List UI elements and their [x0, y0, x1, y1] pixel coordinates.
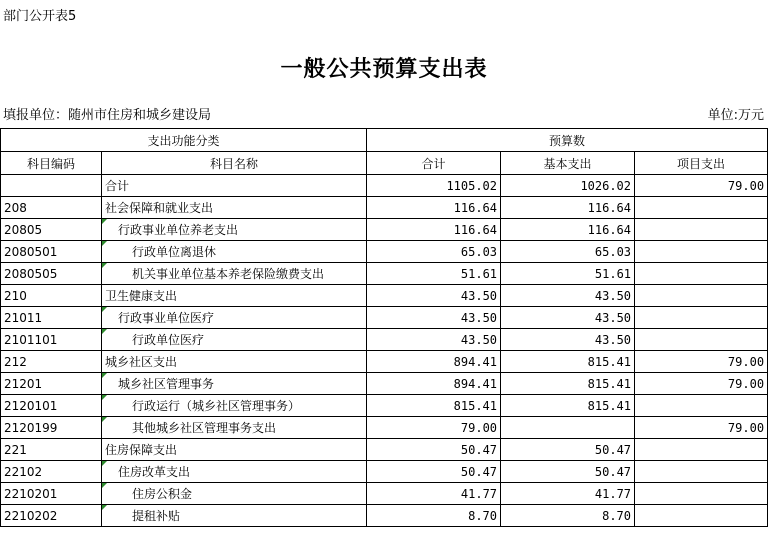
row-basic: 50.47: [501, 439, 635, 461]
row-basic: 8.70: [501, 505, 635, 527]
row-project: [635, 285, 768, 307]
row-name: 卫生健康支出: [102, 285, 367, 307]
row-basic: 50.47: [501, 461, 635, 483]
row-basic: 1026.02: [501, 175, 635, 197]
table-row: [1, 505, 768, 527]
row-code: 20805: [1, 219, 102, 241]
budget-table: [0, 128, 768, 527]
row-project: [635, 219, 768, 241]
row-code: 2080501: [1, 241, 102, 263]
header-code: 科目编码: [1, 152, 102, 175]
row-total: 1105.02: [367, 175, 501, 197]
row-code: 2101101: [1, 329, 102, 351]
row-code: 2080505: [1, 263, 102, 285]
row-name: 住房公积金: [102, 483, 367, 505]
row-project: [635, 307, 768, 329]
reporting-unit: 填报单位：随州市住房和城乡建设局: [3, 108, 212, 123]
row-code: 2210201: [1, 483, 102, 505]
row-project: [635, 483, 768, 505]
row-project: 79.00: [635, 175, 768, 197]
row-total: 894.41: [367, 373, 501, 395]
row-name: 其他城乡社区管理事务支出: [102, 417, 367, 439]
header-total: 合计: [367, 152, 501, 175]
row-project: [635, 505, 768, 527]
row-project: 79.00: [635, 373, 768, 395]
table-row: [1, 219, 768, 241]
table-row: [1, 241, 768, 263]
row-project: [635, 241, 768, 263]
table-row: [1, 329, 768, 351]
page-title: 一般公共预算支出表: [280, 57, 488, 82]
row-total: 43.50: [367, 329, 501, 351]
row-name: 住房保障支出: [102, 439, 367, 461]
table-row: [1, 417, 768, 439]
table-row: [1, 307, 768, 329]
row-project: 79.00: [635, 417, 768, 439]
table-row: [1, 483, 768, 505]
header-row-columns: [1, 152, 768, 175]
row-basic: 815.41: [501, 351, 635, 373]
header-budget: 预算数: [367, 129, 768, 152]
table-row: [1, 197, 768, 219]
row-project: [635, 197, 768, 219]
header-row-group: [1, 129, 768, 152]
row-code: 21011: [1, 307, 102, 329]
row-name: 城乡社区管理事务: [102, 373, 367, 395]
row-total: 50.47: [367, 461, 501, 483]
row-project: [635, 263, 768, 285]
row-total: 50.47: [367, 439, 501, 461]
row-code: [1, 175, 102, 197]
row-basic: 815.41: [501, 395, 635, 417]
row-code: 221: [1, 439, 102, 461]
row-code: 22102: [1, 461, 102, 483]
table-row: [1, 175, 768, 197]
row-total: 815.41: [367, 395, 501, 417]
row-total: 894.41: [367, 351, 501, 373]
table-row: [1, 439, 768, 461]
row-basic: 815.41: [501, 373, 635, 395]
row-total: 43.50: [367, 307, 501, 329]
row-total: 79.00: [367, 417, 501, 439]
row-name: 住房改革支出: [102, 461, 367, 483]
header-project: 项目支出: [635, 152, 768, 175]
row-basic: 41.77: [501, 483, 635, 505]
row-code: 212: [1, 351, 102, 373]
row-project: [635, 329, 768, 351]
table-row: [1, 351, 768, 373]
row-basic: 43.50: [501, 329, 635, 351]
row-name: 行政单位离退休: [102, 241, 367, 263]
row-name: 提租补贴: [102, 505, 367, 527]
header-name: 科目名称: [102, 152, 367, 175]
row-code: 2120101: [1, 395, 102, 417]
row-total: 41.77: [367, 483, 501, 505]
row-name: 合计: [102, 175, 367, 197]
currency-unit: 单位:万元: [707, 108, 764, 123]
row-project: [635, 395, 768, 417]
row-total: 51.61: [367, 263, 501, 285]
header-basic: 基本支出: [501, 152, 635, 175]
table-row: [1, 461, 768, 483]
row-project: [635, 461, 768, 483]
row-total: 116.64: [367, 219, 501, 241]
row-code: 2210202: [1, 505, 102, 527]
table-row: [1, 285, 768, 307]
sheet-label: 部门公开表5: [3, 9, 77, 24]
row-code: 210: [1, 285, 102, 307]
row-name: 行政事业单位医疗: [102, 307, 367, 329]
row-basic: 116.64: [501, 197, 635, 219]
row-basic: 51.61: [501, 263, 635, 285]
row-basic: [501, 417, 635, 439]
row-code: 2120199: [1, 417, 102, 439]
table-row: [1, 263, 768, 285]
row-basic: 43.50: [501, 307, 635, 329]
row-name: 行政运行（城乡社区管理事务）: [102, 395, 367, 417]
row-project: [635, 439, 768, 461]
header-category: 支出功能分类: [1, 129, 367, 152]
row-name: 行政单位医疗: [102, 329, 367, 351]
row-total: 65.03: [367, 241, 501, 263]
row-code: 208: [1, 197, 102, 219]
row-name: 机关事业单位基本养老保险缴费支出: [102, 263, 367, 285]
row-basic: 43.50: [501, 285, 635, 307]
row-name: 行政事业单位养老支出: [102, 219, 367, 241]
row-basic: 116.64: [501, 219, 635, 241]
table-row: [1, 395, 768, 417]
row-name: 社会保障和就业支出: [102, 197, 367, 219]
row-code: 21201: [1, 373, 102, 395]
row-name: 城乡社区支出: [102, 351, 367, 373]
row-total: 43.50: [367, 285, 501, 307]
table-row: [1, 373, 768, 395]
row-basic: 65.03: [501, 241, 635, 263]
row-project: 79.00: [635, 351, 768, 373]
row-total: 116.64: [367, 197, 501, 219]
row-total: 8.70: [367, 505, 501, 527]
